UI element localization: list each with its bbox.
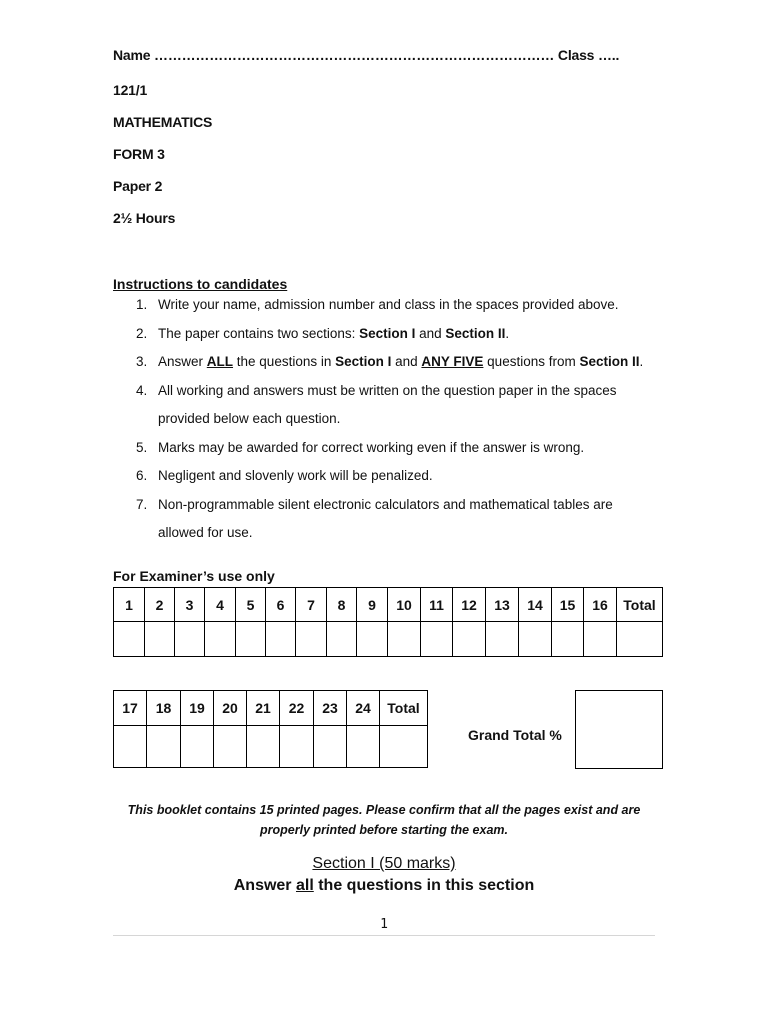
emphasis-section-1: Section I <box>335 354 392 369</box>
marks-cell <box>388 622 421 657</box>
name-class-line: Name …………………………………………………………………………… Class ….. <box>113 47 620 63</box>
marks-cell <box>486 622 519 657</box>
instruction-item <box>113 491 653 548</box>
examiner-marks-table-1 <box>113 587 663 657</box>
section-subtitle-text: Answer <box>233 877 296 894</box>
grand-total-label: Grand Total % <box>468 727 562 743</box>
question-header-cell: 3 <box>175 588 205 622</box>
marks-cell <box>214 726 247 768</box>
marks-cell <box>114 622 145 657</box>
instruction-item <box>113 462 653 491</box>
question-header-cell: 15 <box>552 588 584 622</box>
emphasis-section-2: Section II <box>445 325 506 341</box>
booklet-note-line: properly printed before starting the exam. <box>260 823 508 837</box>
instruction-number: 1. <box>136 297 148 312</box>
instructions-list <box>113 291 653 548</box>
instruction-text: The paper contains two sections: <box>158 325 360 341</box>
question-header-cell: 12 <box>453 588 486 622</box>
instruction-text: Answer <box>158 354 207 369</box>
question-header-cell: 22 <box>280 691 314 726</box>
instruction-text: the questions in <box>233 354 336 369</box>
question-header-cell: 17 <box>114 691 147 726</box>
question-header-cell: 21 <box>247 691 280 726</box>
marks-cell <box>519 622 552 657</box>
marks-cell <box>114 726 147 768</box>
grand-total-box <box>575 690 663 769</box>
booklet-note <box>113 800 655 840</box>
marks-cell <box>175 622 205 657</box>
paper-code: 121/1 <box>113 82 148 98</box>
marks-row <box>114 726 428 768</box>
instruction-number: 3. <box>136 354 148 369</box>
marks-cell <box>266 622 296 657</box>
emphasis-any-five: ANY FIVE <box>421 354 484 369</box>
marks-cell <box>247 726 280 768</box>
question-header-cell: 10 <box>388 588 421 622</box>
question-header-cell: 6 <box>266 588 296 622</box>
marks-cell <box>205 622 236 657</box>
emphasis-section-2: Section II <box>579 354 640 369</box>
instruction-text: and <box>391 354 422 369</box>
instruction-text: Marks may be awarded for correct working even if the answer is wrong. <box>158 439 585 455</box>
total-marks-cell <box>617 622 663 657</box>
question-header-cell: 18 <box>147 691 181 726</box>
section-subtitle <box>113 877 655 895</box>
question-header-cell: 20 <box>214 691 247 726</box>
instruction-text: Non-programmable silent electronic calculators and mathematical tables are allowed for use. <box>158 496 613 540</box>
instruction-number: 7. <box>136 496 148 512</box>
marks-cell <box>421 622 453 657</box>
question-header-cell: 9 <box>357 588 388 622</box>
instruction-item <box>113 348 653 377</box>
emphasis-section-1: Section I <box>359 325 416 341</box>
instruction-text: Write your name, admission number and class in the spaces provided above. <box>158 297 619 312</box>
question-header-cell: 2 <box>145 588 175 622</box>
booklet-note-line: This booklet contains 15 printed pages. Please confirm that all the pages exist and are <box>127 803 641 817</box>
marks-cell <box>145 622 175 657</box>
question-header-cell: 16 <box>584 588 617 622</box>
question-number-row <box>114 691 428 726</box>
question-number-row <box>114 588 663 622</box>
marks-cell <box>552 622 584 657</box>
marks-cell <box>453 622 486 657</box>
instruction-item <box>113 291 653 320</box>
question-header-cell: 23 <box>314 691 347 726</box>
marks-cell <box>327 622 357 657</box>
instruction-number: 4. <box>136 382 148 398</box>
total-marks-cell <box>380 726 428 768</box>
instruction-number: 2. <box>136 325 148 341</box>
examiner-marks-table-2 <box>113 690 428 768</box>
total-header-cell: Total <box>617 588 663 622</box>
total-header-cell: Total <box>380 691 428 726</box>
question-header-cell: 1 <box>114 588 145 622</box>
marks-cell <box>236 622 266 657</box>
instruction-number: 5. <box>136 439 148 455</box>
instruction-number: 6. <box>136 468 148 483</box>
question-header-cell: 14 <box>519 588 552 622</box>
examiner-use-title: For Examiner’s use only <box>113 568 275 584</box>
instruction-item <box>113 434 653 463</box>
marks-cell <box>357 622 388 657</box>
page-number: 1 <box>380 917 388 932</box>
instruction-item <box>113 377 653 434</box>
marks-cell <box>296 622 327 657</box>
marks-row <box>114 622 663 657</box>
form-level: FORM 3 <box>113 146 165 162</box>
question-header-cell: 7 <box>296 588 327 622</box>
instruction-text: questions from <box>483 354 580 369</box>
emphasis-all: ALL <box>206 354 234 369</box>
question-header-cell: 24 <box>347 691 380 726</box>
footer-rule <box>113 935 655 936</box>
marks-cell <box>314 726 347 768</box>
section-title: Section I (50 marks) <box>312 855 456 872</box>
instruction-text: . <box>639 354 644 369</box>
marks-cell <box>347 726 380 768</box>
paper-number: Paper 2 <box>113 178 163 194</box>
instruction-text: . <box>505 325 510 341</box>
question-header-cell: 8 <box>327 588 357 622</box>
section-subtitle-text: the questions in this section <box>313 877 535 894</box>
instruction-item <box>113 320 653 349</box>
question-header-cell: 19 <box>181 691 214 726</box>
question-header-cell: 4 <box>205 588 236 622</box>
section-subtitle-emphasis: all <box>295 877 314 894</box>
question-header-cell: 11 <box>421 588 453 622</box>
marks-cell <box>584 622 617 657</box>
question-header-cell: 5 <box>236 588 266 622</box>
question-header-cell: 13 <box>486 588 519 622</box>
instruction-text: Negligent and slovenly work will be penalized. <box>158 468 433 483</box>
instruction-text: and <box>415 325 446 341</box>
instruction-text: All working and answers must be written on the question paper in the spaces provided below each question. <box>158 382 617 426</box>
exam-duration: 2½ Hours <box>113 210 176 226</box>
marks-cell <box>181 726 214 768</box>
instructions-title: Instructions to candidates <box>113 276 288 292</box>
marks-cell <box>147 726 181 768</box>
marks-cell <box>280 726 314 768</box>
subject-title: MATHEMATICS <box>113 114 213 130</box>
